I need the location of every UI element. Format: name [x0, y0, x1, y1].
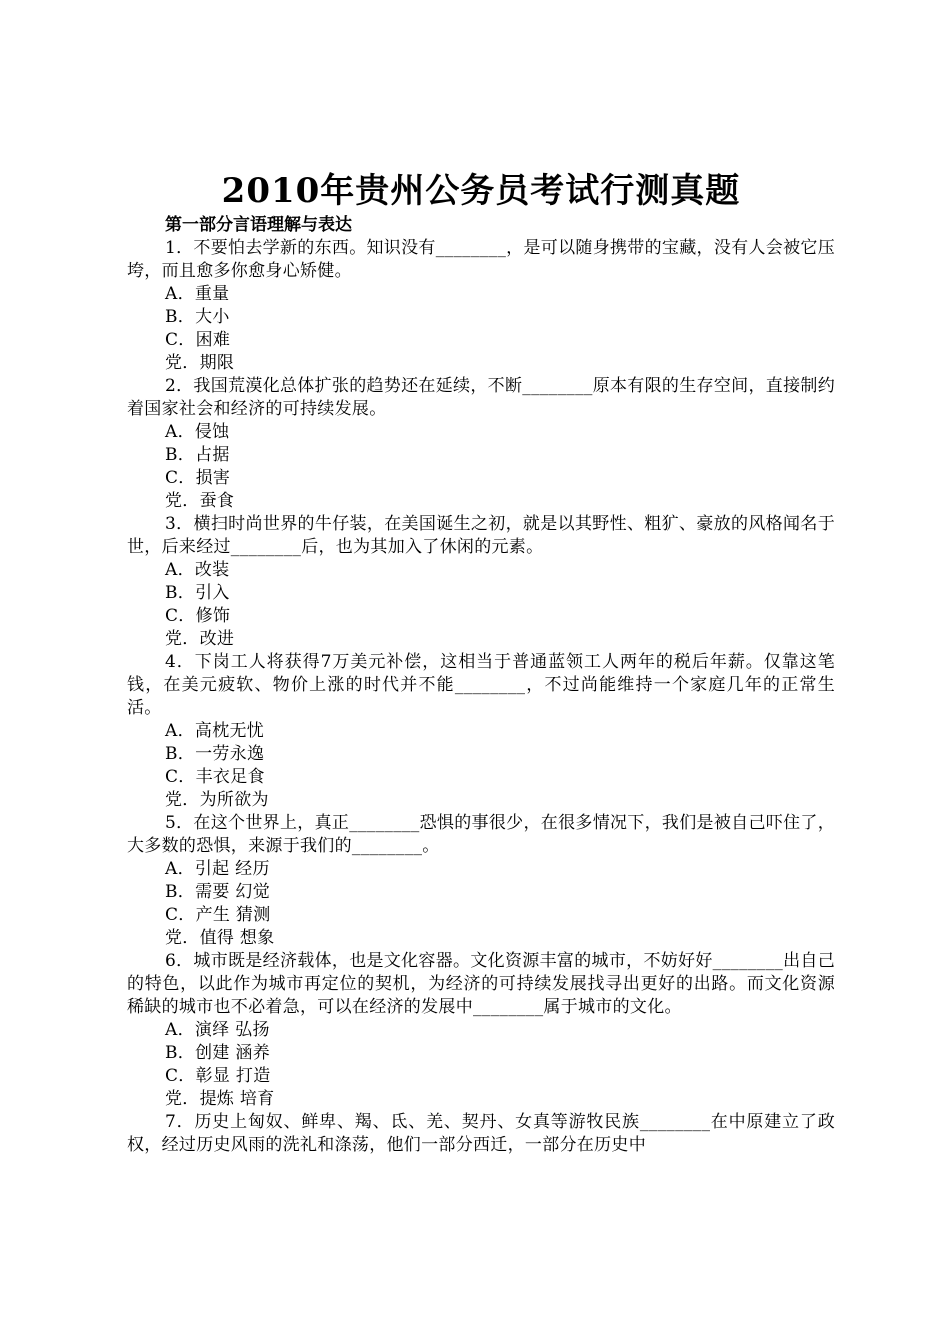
option-d: 党．为所欲为	[165, 790, 269, 810]
question-4	[127, 651, 835, 812]
question-1	[127, 237, 835, 375]
question-5	[127, 812, 835, 950]
option-a: A．侵蚀	[165, 422, 230, 442]
option-b: B．一劳永逸	[165, 744, 265, 764]
option-d: 党．提炼 培育	[165, 1089, 275, 1109]
question-text: 7．历史上匈奴、鲜卑、羯、氐、羌、契丹、女真等游牧民族________在中原建立了政权，经过历史风雨的洗礼和涤荡，他们一部分西迁，一部分在历史中	[127, 1112, 835, 1155]
option-c: C．困难	[165, 330, 231, 350]
option-d: 党．蚕食	[165, 491, 235, 511]
option-d: 党．期限	[165, 353, 235, 373]
option-a: A．改装	[165, 560, 230, 580]
option-b: B．占据	[165, 445, 230, 465]
option-c: C．产生 猜测	[165, 905, 271, 925]
question-6	[127, 950, 835, 1111]
question-text: 4．下岗工人将获得7万美元补偿，这相当于普通蓝领工人两年的税后年薪。仅靠这笔钱，在美元疲软、物价上涨的时代并不能________，不过尚能维持一个家庭几年的正常生活。	[127, 652, 835, 718]
option-d: 党．值得 想象	[165, 928, 275, 948]
question-2	[127, 375, 835, 513]
question-text: 6．城市既是经济载体，也是文化容器。文化资源丰富的城市，不妨好好________出自己的特色，以此作为城市再定位的契机，为经济的可持续发展找寻出更好的出路。而文化资源稀缺的城市也不必着急，可以在经济的发展中________属于城市的文化。	[127, 951, 835, 1017]
section-heading: 第一部分言语理解与表达	[165, 215, 352, 235]
option-c: C．损害	[165, 468, 231, 488]
option-a: A．高枕无忧	[165, 721, 265, 741]
option-b: B．大小	[165, 307, 230, 327]
option-b: B．需要 幻觉	[165, 882, 270, 902]
option-b: B．引入	[165, 583, 230, 603]
option-c: C．彰显 打造	[165, 1066, 271, 1086]
question-text: 3．横扫时尚世界的牛仔装，在美国诞生之初，就是以其野性、粗犷、豪放的风格闻名于世，后来经过________后，也为其加入了休闲的元素。	[127, 514, 835, 557]
question-text: 5．在这个世界上，真正________恐惧的事很少，在很多情况下，我们是被自己吓住了，大多数的恐惧，来源于我们的________。	[127, 813, 835, 856]
option-a: A．重量	[165, 284, 230, 304]
option-b: B．创建 涵养	[165, 1043, 270, 1063]
question-7	[127, 1111, 835, 1157]
option-c: C．丰衣足食	[165, 767, 265, 787]
question-text: 2．我国荒漠化总体扩张的趋势还在延续，不断________原本有限的生存空间，直接制约着国家社会和经济的可持续发展。	[127, 376, 835, 419]
option-d: 党．改进	[165, 629, 235, 649]
option-c: C．修饰	[165, 606, 231, 626]
question-text: 1．不要怕去学新的东西。知识没有________，是可以随身携带的宝藏，没有人会被它压垮，而且愈多你愈身心矫健。	[127, 238, 835, 281]
option-a: A．演绎 弘扬	[165, 1020, 270, 1040]
question-3	[127, 513, 835, 651]
document-title: 2010年贵州公务员考试行测真题	[221, 171, 741, 211]
document-page	[127, 170, 835, 1157]
option-a: A．引起 经历	[165, 859, 270, 879]
